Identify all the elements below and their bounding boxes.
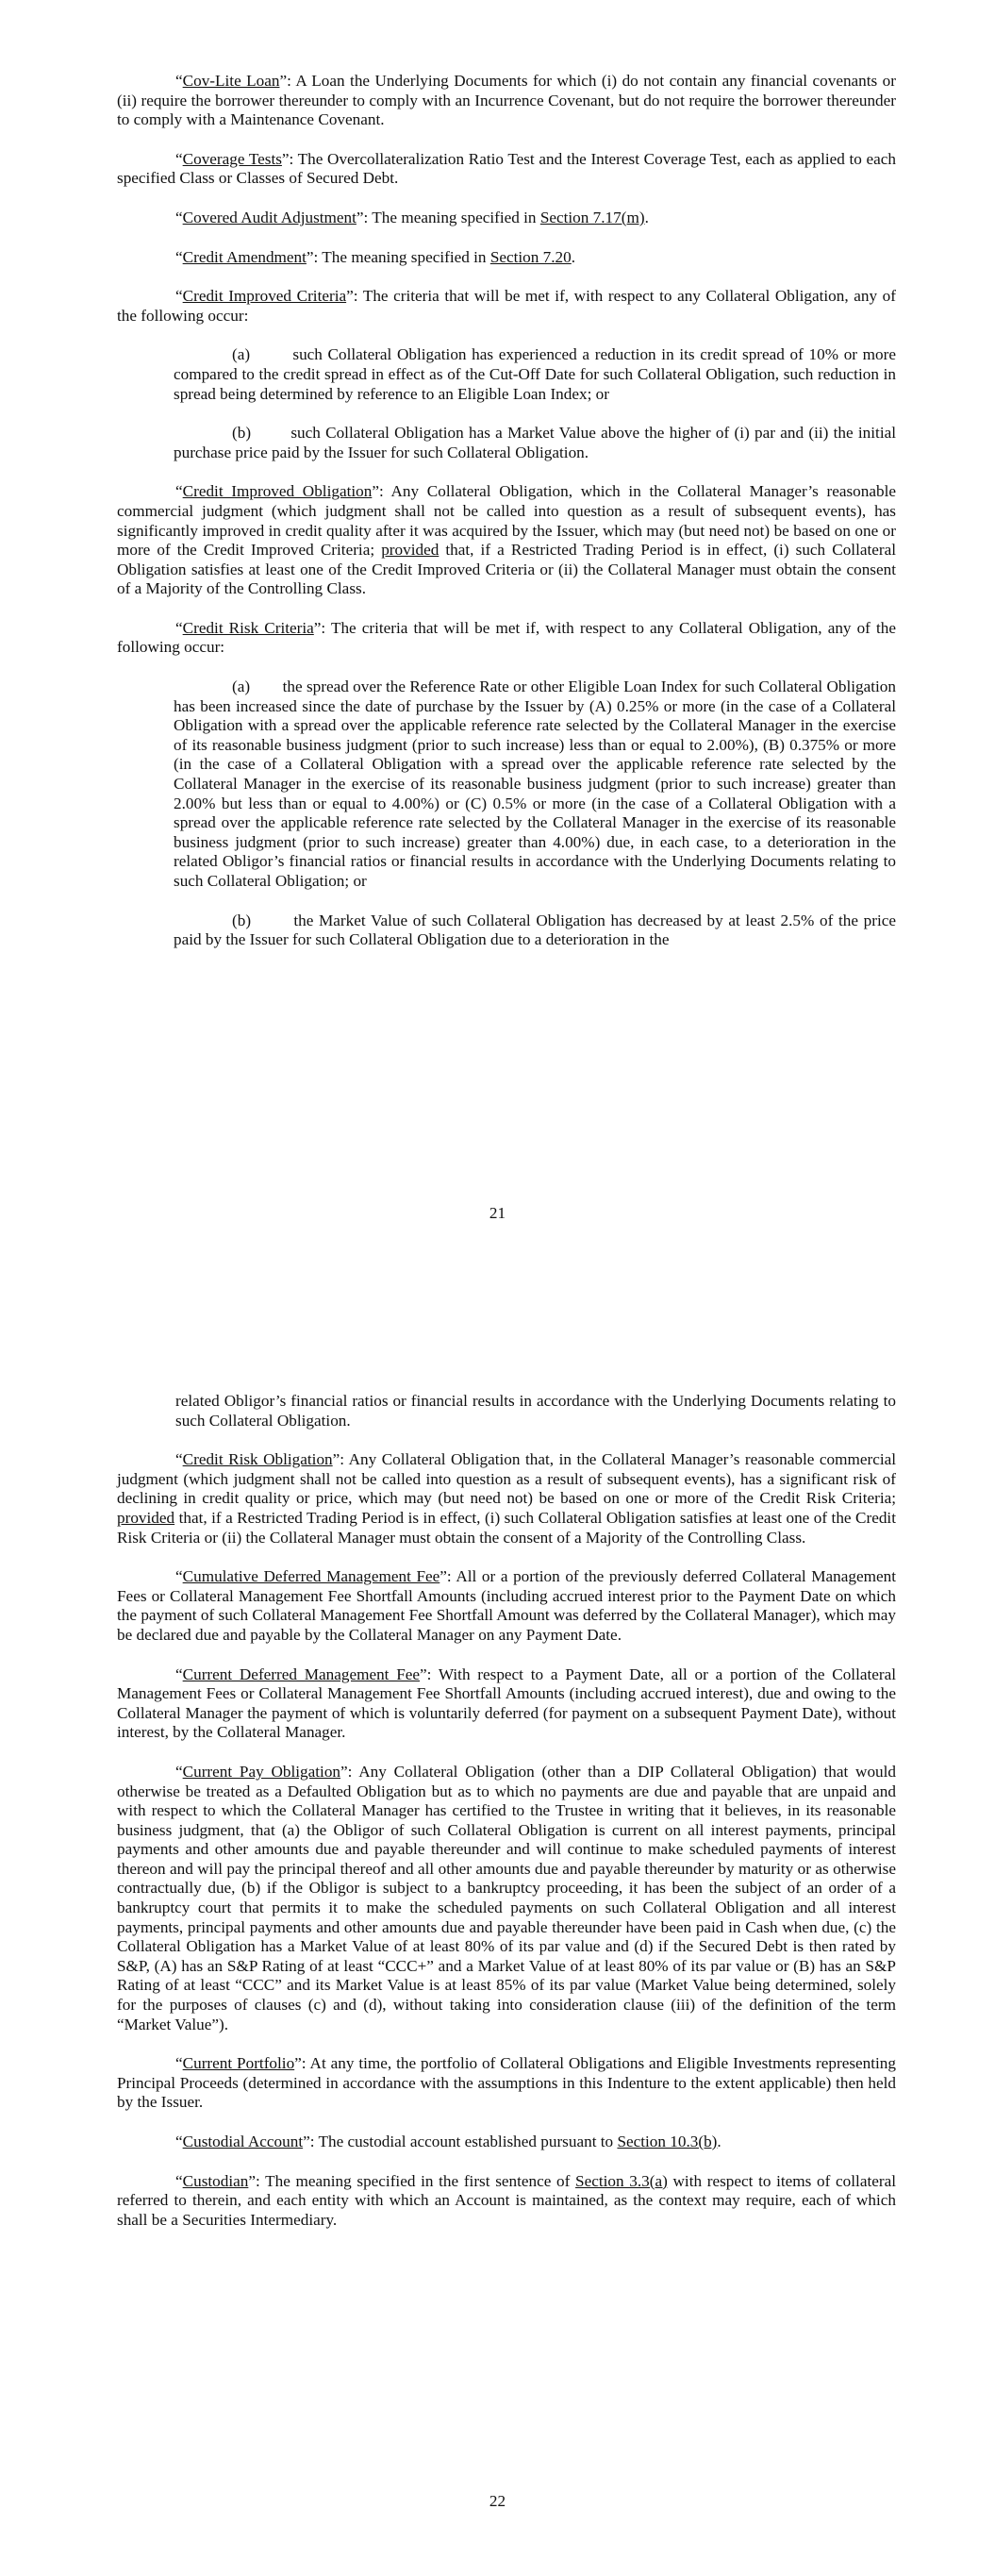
item-label: (a) — [232, 345, 251, 364]
defined-term: Current Deferred Management Fee — [182, 1664, 421, 1683]
defined-term: Coverage Tests — [182, 149, 282, 168]
definition-credit-amendment: “Credit Amendment”: The meaning specified in Section 7.20. — [175, 247, 576, 266]
defined-term: Covered Audit Adjustment — [182, 208, 357, 226]
defined-term: Credit Risk Criteria — [182, 618, 314, 637]
defined-term: Current Pay Obligation — [182, 1762, 341, 1781]
definition-text-continued: that, if a Restricted Trading Period is in effect, (i) such Collateral Obligation satisfies at least one of the Credit Risk Criteria or (ii) the Collateral Manager must obtain the consent of a Majority of the Controlling Class. — [117, 1508, 896, 1547]
definition-text: ”: A Loan the Underlying Documents for which (i) do not contain any financial covenants or (ii) require the borrower thereunder to comply with an Incurrence Covenant, but do not require the borrower thereunder to comply with a Maintenance Covenant. — [117, 72, 896, 129]
criteria-item-b — [174, 424, 896, 462]
page-number: 22 — [489, 2492, 506, 2510]
item-text: such Collateral Obligation has experienced a reduction in its credit spread of 10% or more compared to the credit spread in effect as of the Cut-Off Date for such Collateral Obligation, such reduction in spread being determined by reference to an Eligible Loan Index; or — [174, 345, 896, 403]
item-text: the Market Value of such Collateral Obligation has decreased by at least 2.5% of the price paid by the Issuer for such Collateral Obligation due to a deterioration in the — [174, 911, 896, 949]
definition-text: ”: Any Collateral Obligation (other than a DIP Collateral Obligation) that would otherwise be treated as a Defaulted Obligation but as to which no payments are due and payable that are unpaid and with respect to which the Collateral Manager has certified to the Trustee in writing that it believes, in its reasonable business judgment, that (a) the Obligor of such Collateral Obligation is current on all interest payments, principal payments and other amounts due and payable thereunder and will continue to make scheduled payments of interest thereon and will pay the principal thereof and all other amounts due and payable thereunder by maturity or as otherwise contractually due, (b) if the Obligor is subject to a bankruptcy proceeding, it has been the subject of an order of a bankruptcy court that permits it to make the scheduled payments on such Collateral Obligation and all interest payments, principal payments and other amounts due and payable thereunder have been paid in Cash when due, (c) the Collateral Obligation has a Market Value of at least 80% of its par value and (d) if the Secured Debt is then rated by S&P, (A) has an S&P Rating of at least “CCC+” and a Market Value of at least 80% of its par value or (B) has an S&P Rating of at least “CCC” and its Market Value is at least 85% of its par value (Market Value being determined, solely for the purposes of clauses (c) and (d), without taking into consideration clause (iii) of the definition of the term “Market Value”). — [117, 1762, 897, 2033]
item-text: such Collateral Obligation has a Market Value above the higher of (i) par and (ii) the initial purchase price paid by the Issuer for such Collateral Obligation. — [174, 424, 897, 461]
definition-credit-risk-criteria: “Credit Risk Criteria”: The criteria that will be met if, with respect to any Collateral Obligation, any of the following occur: — [117, 618, 896, 657]
criteria-item-b — [174, 912, 896, 950]
defined-term: Custodian — [182, 2171, 249, 2190]
definition-text: ”: At any time, the portfolio of Collateral Obligations and Eligible Investments representing Principal Proceeds (determined in accordance with the assumptions in this Indenture to the extent applicable) then held by the Issuer. — [117, 2054, 896, 2112]
defined-term: Current Portfolio — [182, 2054, 295, 2073]
item-text: the spread over the Reference Rate or other Eligible Loan Index for such Collateral Obligation has been increased since the date of purchase by the Issuer by (A) 0.25% or more (in the case of a Collateral Obligation with a spread over the applicable reference rate selected by the Collateral Manager in the exercise of its reasonable business judgment (prior to such increase) less than or equal to 2.00%), (B) 0.375% or more (in the case of a Collateral Obligation with a spread over the applicable reference rate selected by the Collateral Manager in the exercise of its reasonable business judgment (prior to such increase) greater than 2.00% but less than or equal to 4.00%) or (C) 0.5% or more (in the case of a Collateral Obligation with a spread over the applicable reference rate selected by the Collateral Manager in the exercise of its reasonable business judgment (prior to such increase) greater than 4.00%) due, in each case, to a deterioration in the related Obligor’s financial ratios or financial results in accordance with the Underlying Documents relating to such Collateral Obligation; or — [174, 677, 896, 890]
defined-term: Cumulative Deferred Management Fee — [182, 1567, 440, 1586]
definition-end: . — [717, 2133, 721, 2150]
page-body — [117, 72, 896, 970]
document-page-22 — [0, 1288, 995, 2576]
item-label: (b) — [232, 911, 252, 929]
defined-term: Credit Risk Obligation — [182, 1450, 333, 1469]
section-reference: Section 3.3(a) — [575, 2171, 668, 2190]
definition-text-continued: with respect to items of collateral referred to therein, and each entity with which an Account is maintained, as the context may require, each of which shall be a Securities Intermediary. — [117, 2171, 896, 2229]
definition-text: ”: The meaning specified in — [356, 208, 540, 226]
definition-text-continued: that, if a Restricted Trading Period is in effect, (i) such Collateral Obligation satisfies at least one of the Credit Improved Criteria or (ii) the Collateral Manager must obtain the consent of a Majority of the Controlling Class. — [117, 541, 897, 598]
defined-term: Credit Improved Criteria — [182, 287, 347, 306]
definition-text: ”: The meaning specified in the first sentence of — [248, 2171, 576, 2190]
definition-text: ”: The custodial account established pursuant to — [303, 2133, 618, 2150]
definition-credit-improved-criteria: “Credit Improved Criteria”: The criteria that will be met if, with respect to any Collateral Obligation, any of the following occur: — [117, 287, 896, 325]
defined-term: Cov-Lite Loan — [182, 72, 280, 90]
provided-term: provided — [117, 1508, 175, 1527]
defined-term: Credit Amendment — [182, 247, 307, 266]
definition-text: ”: The criteria that will be met if, with respect to any Collateral Obligation, any of the following occur: — [117, 287, 896, 325]
definition-cov-lite-loan: “Cov-Lite Loan”: A Loan the Underlying Documents for which (i) do not contain any financial covenants or (ii) require the borrower thereunder to comply with an Incurrence Covenant, but do not require the borrower thereunder to comply with a Maintenance Covenant. — [117, 72, 896, 129]
definition-text: ”: Any Collateral Obligation, which in the Collateral Manager’s reasonable commercial judgment (which judgment shall not be called into question as a result of subsequent events), has significantly improved in credit quality after it was acquired by the Issuer, which may (but need not) be based on one or more of the Credit Improved Criteria; — [117, 482, 896, 560]
definition-current-portfolio: “Current Portfolio”: At any time, the portfolio of Collateral Obligations and Eligible Investments representing Principal Proceeds (determined in accordance with the assumptions in this Indenture to the extent applicable) then held by the Issuer. — [117, 2054, 896, 2112]
definition-text: ”: All or a portion of the previously deferred Collateral Management Fees or Collateral Management Fee Shortfall Amounts (including accrued interest prior to the Payment Date on which the payment of such Collateral Management Fee Shortfall Amount was deferred by the Collateral Manager), which may be declared due and payable by the Collateral Manager on any Payment Date. — [117, 1567, 896, 1644]
criteria-item-a — [174, 345, 896, 404]
criteria-item-b-continued — [175, 1392, 896, 1430]
definition-text: ”: The criteria that will be met if, with respect to any Collateral Obligation, any of the following occur: — [117, 618, 896, 657]
definition-custodial-account: “Custodial Account”: The custodial account established pursuant to Section 10.3(b). — [175, 2133, 721, 2150]
definition-cumulative-deferred-management-fee: “Cumulative Deferred Management Fee”: All or a portion of the previously deferred Collateral Management Fees or Collateral Management Fee Shortfall Amounts (including accrued interest prior to the Payment Date on which the payment of such Collateral Management Fee Shortfall Amount was deferred by the Collateral Manager), which may be declared due and payable by the Collateral Manager on any Payment Date. — [117, 1567, 896, 1644]
definition-end: . — [571, 247, 576, 266]
definition-credit-improved-obligation: “Credit Improved Obligation”: Any Collateral Obligation, which in the Collateral Manager’s reasonable commercial judgment (which judgment shall not be called into question as a result of subsequent events), has significantly improved in credit quality after it was acquired by the Issuer, which may (but need not) be based on one or more of the Credit Improved Criteria; provided that, if a Restricted Trading Period is in effect, (i) such Collateral Obligation satisfies at least one of the Credit Improved Criteria or (ii) the Collateral Manager must obtain the consent of a Majority of the Controlling Class. — [117, 482, 897, 598]
defined-term: Credit Improved Obligation — [182, 482, 373, 501]
provided-term: provided — [381, 541, 439, 560]
definition-text: ”: The meaning specified in — [306, 247, 490, 266]
page-number: 21 — [489, 1204, 506, 1222]
definition-end: . — [644, 208, 649, 226]
page-body — [117, 1392, 896, 2250]
definition-coverage-tests: “Coverage Tests”: The Overcollateralization Ratio Test and the Interest Coverage Test, each as applied to each specified Class or Classes of Secured Debt. — [117, 149, 897, 188]
definition-text: ”: With respect to a Payment Date, all or a portion of the Collateral Management Fees or Collateral Management Fee Shortfall Amounts (including accrued interest), due and owing to the Collateral Manager the payment of which is voluntarily deferred (for payment on a subsequent Payment Date), without interest, by the Collateral Manager. — [117, 1664, 896, 1742]
definition-current-pay-obligation: “Current Pay Obligation”: Any Collateral Obligation (other than a DIP Collateral Obligation) that would otherwise be treated as a Defaulted Obligation but as to which no payments are due and payable that are unpaid and with respect to which the Collateral Manager has certified to the Trustee in writing that it believes, in its reasonable business judgment, that (a) the Obligor of such Collateral Obligation is current on all interest payments, principal payments and other amounts due and payable thereunder and will continue to make scheduled payments of interest thereon and will pay the principal thereof and all other amounts due and payable thereunder by maturity or as otherwise contractually due, (b) if the Obligor is subject to a bankruptcy proceeding, it has been the subject of an order of a bankruptcy court that permits it to make the scheduled payments on such Collateral Obligation and all interest payments, principal payments and other amounts due and payable thereunder have been paid in Cash when due, (c) the Collateral Obligation has a Market Value of at least 80% of its par value and (d) if the Secured Debt is then rated by S&P, (A) has an S&P Rating of at least “CCC+” and a Market Value of at least 80% of its par value or (B) has an S&P Rating of at least “CCC” and its Market Value is at least 85% of its par value (Market Value being determined, solely for the purposes of clauses (c) and (d), without taking into consideration clause (iii) of the definition of the term “Market Value”). — [117, 1762, 897, 2033]
section-reference: Section 7.17(m) — [539, 208, 645, 226]
section-reference: Section 10.3(b) — [617, 2133, 718, 2150]
definition-current-deferred-management-fee: “Current Deferred Management Fee”: With respect to a Payment Date, all or a portion of the Collateral Management Fees or Collateral Management Fee Shortfall Amounts (including accrued interest), due and owing to the Collateral Manager the payment of which is voluntarily deferred (for payment on a subsequent Payment Date), without interest, by the Collateral Manager. — [117, 1664, 896, 1742]
definition-credit-risk-obligation: “Credit Risk Obligation”: Any Collateral Obligation that, in the Collateral Manager’s reasonable commercial judgment (which judgment shall not be called into question as a result of subsequent events), has a significant risk of declining in credit quality or price, which may (but need not) be based on one or more of the Credit Risk Criteria; provided that, if a Restricted Trading Period is in effect, (i) such Collateral Obligation satisfies at least one of the Credit Risk Criteria or (ii) the Collateral Manager must obtain the consent of a Majority of the Controlling Class. — [117, 1450, 896, 1547]
criteria-item-a — [174, 677, 896, 892]
definition-custodian: “Custodian”: The meaning specified in the first sentence of Section 3.3(a) with respect to items of collateral referred to therein, and each entity with which an Account is maintained, as the context may require, each of which shall be a Securities Intermediary. — [117, 2171, 896, 2229]
definition-covered-audit-adjustment: “Covered Audit Adjustment”: The meaning specified in Section 7.17(m). — [175, 208, 649, 226]
definition-text: ”: Any Collateral Obligation that, in the Collateral Manager’s reasonable commercial judgment (which judgment shall not be called into question as a result of subsequent events), has a significant risk of declining in credit quality or price, which may (but need not) be based on one or more of the Credit Risk Criteria; — [117, 1450, 896, 1508]
item-label: (a) — [232, 677, 251, 696]
section-reference: Section 7.20 — [489, 247, 572, 266]
item-text: related Obligor’s financial ratios or financial results in accordance with the Underlying Documents relating to such Collateral Obligation. — [175, 1392, 896, 1430]
item-label: (b) — [232, 424, 252, 443]
defined-term: Custodial Account — [182, 2133, 304, 2150]
definition-text: ”: The Overcollateralization Ratio Test and the Interest Coverage Test, each as applied to each specified Class or Classes of Secured Debt. — [117, 149, 897, 188]
